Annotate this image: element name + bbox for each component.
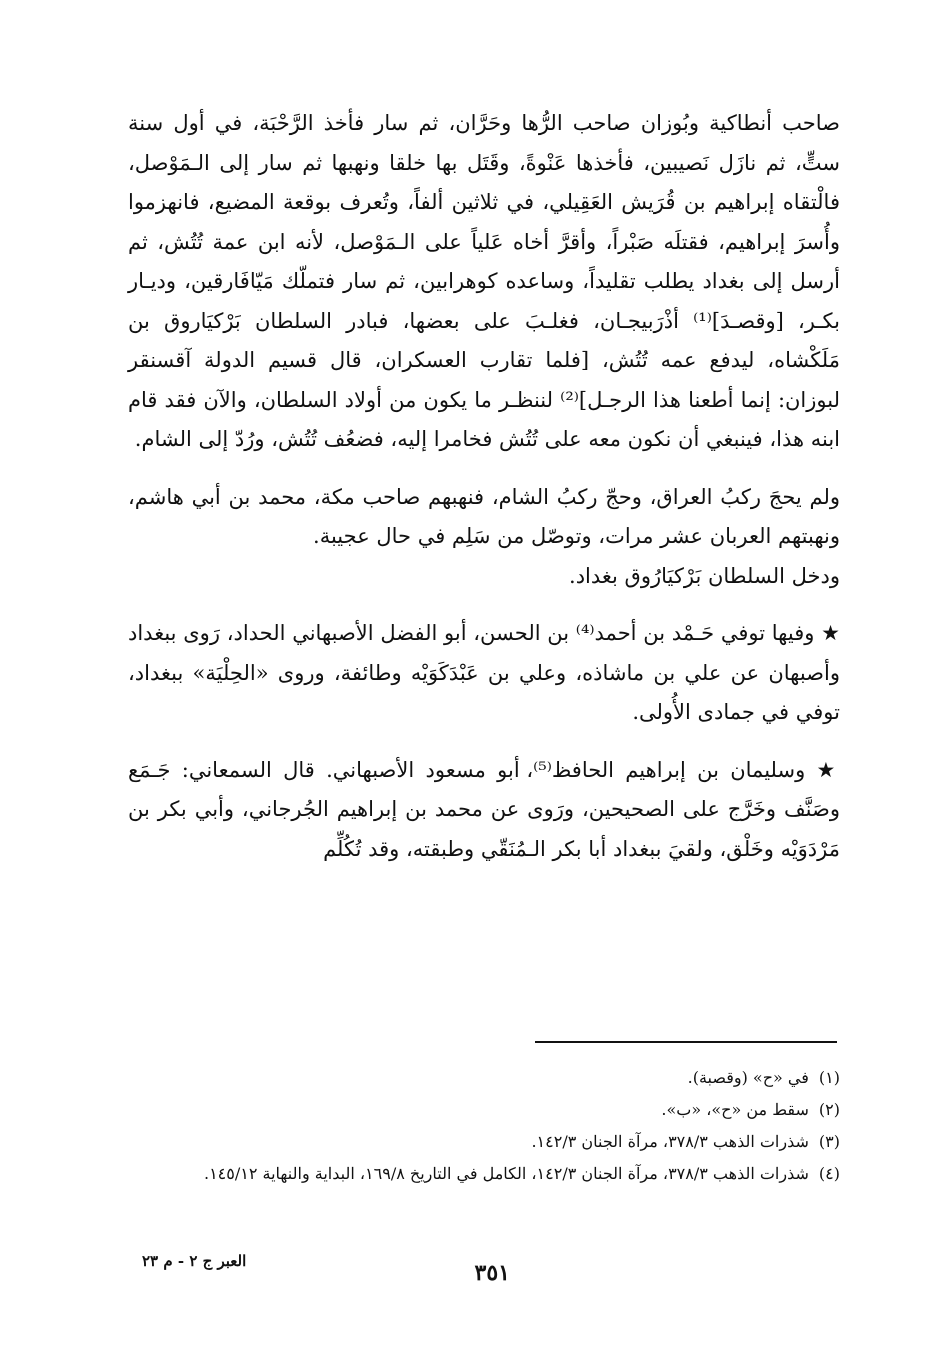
paragraph-1: صاحب أنطاكية وبُوزان صاحب الرُّها وحَرَّان، ثم سار فأخذ الرَّحْبَة، في أول سنة ستٍّ، ثم نازَل نَصيبين، فأخذها عَنْوةً، وقَتَل بها خلقا ونهبها ثم سار إلى الـمَوْصل، فالْتقاه إبراهيم بن قُرَيش العَقِيلي، في ثلاثين ألفاً، وتُعرف بوقعة المضيع، فانهزموا وأُسرَ إبراهيم، فقتلَه صَبْراً، وأقرَّ أخاه عَلياً على الـمَوْصل، لأنه ابن عمة تُتُش، ثم أرسل إلى بغداد يطلب تقليداً، وساعده كوهرابين، ثم سار فتملّك مَيّافَارقين، وديـار بكـر، [وقصـدَ]⁽¹⁾ أذْرَبيجـان، فغلـبَ على بعضها، فبادر السلطان بَرْكيَاروق بن مَلَكْشاه، ليدفع عمه تُتُش، [فلما تقارب العسكران، قال قسيم الدولة آقسنقر لبوزان: إنما أطعنا هذا الرجـل]⁽²⁾ لننظـر ما يكون من أولاد السلطان، والآن فقد قام ابنه هذا، فينبغي أن نكون معه على تُتُش فخامرا إليه، فضعُف تُتُش، ورُدّ إلى الشام. (128, 111, 840, 451)
footnote-text: سقط من «ح»، «ب». (661, 1100, 809, 1119)
footnote-separator (535, 1041, 837, 1043)
paragraph-3: ودخل السلطان بَرْكيَارُوق بغداد. (569, 563, 840, 588)
footnote-number: (١) (818, 1068, 840, 1087)
footnotes (128, 1062, 840, 1190)
main-text (128, 104, 840, 869)
footnote-text: في «ح» (وقصبة). (687, 1068, 809, 1087)
footnote-2 (128, 1094, 840, 1126)
printer-signature: العبر ج ٢ - م ٢٣ (142, 1252, 247, 1270)
footnote-1 (128, 1062, 840, 1094)
footnote-number: (٤) (818, 1164, 840, 1183)
footnote-3 (128, 1126, 840, 1158)
page-footer (128, 1252, 840, 1292)
footnote-text: شذرات الذهب ٣٧٨/٣، مرآة الجنان ١٤٢/٣، الكامل في التاريخ ١٦٩/٨، البداية والنهاية ١٤٥/١٢. (203, 1164, 809, 1183)
paragraph-2: ولم يحجَ ركبُ العراق، وحجّ ركبُ الشام، فنهبهم صاحب مكة، محمد بن أبي هاشم، ونهبتهم العربان عشر مرات، وتوصّل من سَلِم في حال عجيبة. (128, 484, 840, 548)
paragraph-5: ★ وسليمان بن إبراهيم الحافظ⁽⁵⁾، أبو مسعود الأصبهاني. قال السمعاني: جَـمَع وصَنَّف وخَرَّج على الصحيحين، ورَوى عن محمد بن إبراهيم الجُرجاني، وأبي بكر بن مَرْدَوَيْه وخَلْق، ولقيَ ببغداد أبا بكر الـمُنَقّي وطبقته، وقد تُكُلِّم (128, 757, 840, 861)
footnote-4 (128, 1158, 840, 1190)
footnote-number: (٢) (818, 1100, 840, 1119)
footnote-number: (٣) (818, 1132, 840, 1151)
page-number: ٣٥١ (474, 1260, 510, 1286)
paragraph-4: ★ وفيها توفي حَـمْد بن أحمد⁽⁴⁾ بن الحسن، أبو الفضل الأصبهاني الحداد، رَوى ببغداد وأصبهان عن علي بن ماشاذه، وعلي بن عَبْدَكَوَيْه وطائفة، وروى «الحِلْيَة» ببغداد، توفي في جمادى الأُولى. (128, 621, 840, 724)
footnote-text: شذرات الذهب ٣٧٨/٣، مرآة الجنان ١٤٢/٣. (531, 1132, 809, 1151)
